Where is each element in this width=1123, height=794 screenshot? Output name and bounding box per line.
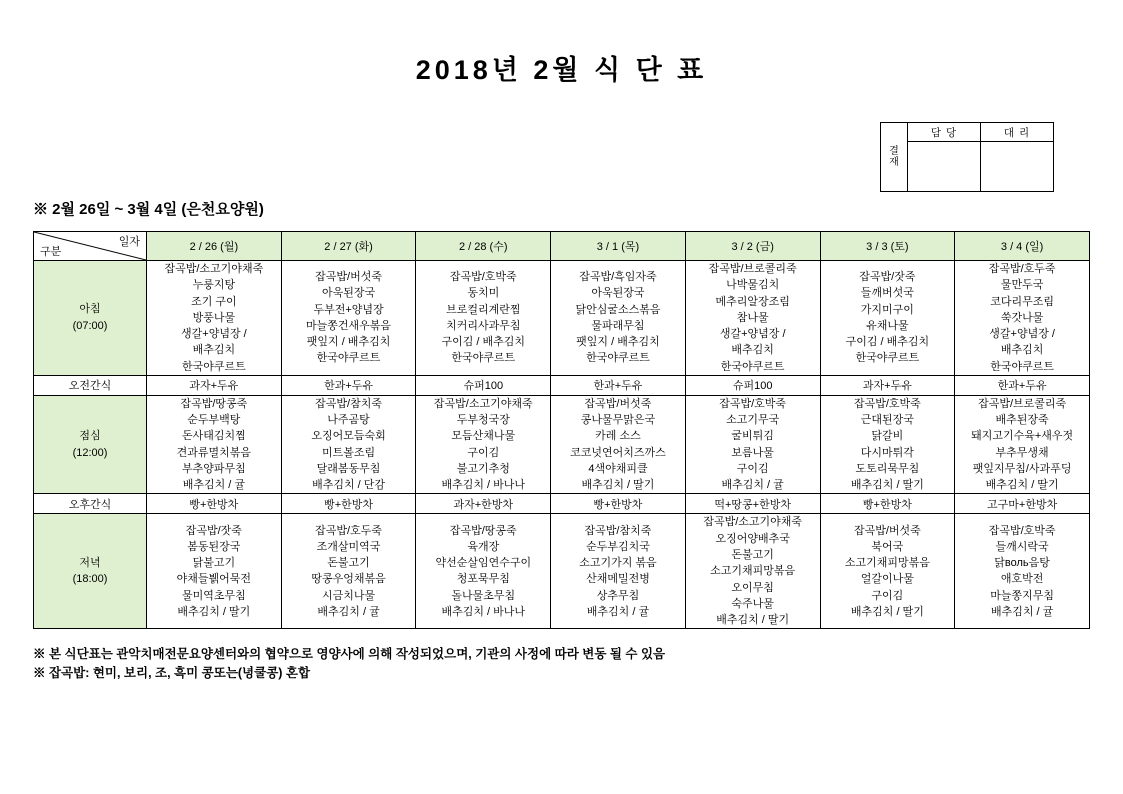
dish-item: 잡곡밥/흑임자죽 <box>579 271 657 284</box>
dish-item: 잡곡밥/땅콩죽 <box>180 397 248 410</box>
snack-cell: 빵+한방차 <box>147 494 282 514</box>
table-row-dinner <box>34 514 1090 629</box>
dish-item: 굴비튀김 <box>731 430 774 443</box>
dish-item: 생갈+양념장 / <box>719 328 786 341</box>
menu-cell <box>820 261 955 376</box>
menu-cell <box>955 514 1090 629</box>
menu-cell <box>281 514 416 629</box>
dish-item: 한국야쿠르트 <box>720 360 785 373</box>
dish-item: 배추김치 / 귤 <box>586 605 650 618</box>
date-header-cell: 3 / 1 (목) <box>551 232 686 261</box>
date-header-cell: 3 / 3 (토) <box>820 232 955 261</box>
dish-item: 참나물 <box>736 311 769 324</box>
dish-item: 한국야쿠르트 <box>181 360 246 373</box>
dish-item: 두부청국장 <box>456 414 510 427</box>
dish-item: 애호박전 <box>1000 573 1044 586</box>
date-header-cell: 2 / 26 (월) <box>147 232 282 261</box>
approval-column-header: 담 당 <box>908 123 980 142</box>
dish-item: 동치미 <box>467 287 500 300</box>
dish-item: 쑥갓나물 <box>1000 311 1044 324</box>
dish-item: 배추김치 / 딸기 <box>850 479 924 492</box>
dish-item: 잡곡밥/버섯죽 <box>584 397 652 410</box>
snack-cell: 빵+한방차 <box>820 494 955 514</box>
menu-table-body <box>34 261 1090 629</box>
dish-item: 카레 소스 <box>595 430 641 443</box>
page-title: 2018년 2월 식 단 표 <box>415 55 708 85</box>
dish-item: 보름나물 <box>731 446 774 459</box>
date-header-cell: 2 / 28 (수) <box>416 232 551 261</box>
menu-cell <box>147 514 282 629</box>
dish-item: 가지미구이 <box>860 303 914 316</box>
dish-item: 부추무생채 <box>995 446 1049 459</box>
table-row-afternoon-snack <box>34 494 1090 514</box>
table-row-morning-snack <box>34 375 1090 395</box>
dish-item: 소고기채피망볶음 <box>710 565 796 578</box>
dish-item: 들깨버섯국 <box>860 287 914 300</box>
dish-item: 조개살미역국 <box>316 540 381 553</box>
dish-item: 배추김치 / 딸기 <box>581 479 655 492</box>
dish-item: 잡곡밥/잣죽 <box>185 524 242 537</box>
dish-item: 배추김치 <box>192 344 236 357</box>
dish-item: 한국야쿠르트 <box>316 352 381 365</box>
dish-item: 치커리사과무침 <box>446 319 521 332</box>
menu-cell <box>685 395 820 494</box>
menu-cell <box>955 395 1090 494</box>
snack-cell: 과자+두유 <box>820 375 955 395</box>
dish-item: 배추김치 / 딸기 <box>850 605 924 618</box>
approval-column-manager <box>908 123 980 191</box>
meal-name: 저녁 <box>79 556 101 569</box>
dish-item: 물미역초무침 <box>181 589 246 602</box>
dish-item: 배추김치 <box>1000 344 1044 357</box>
snack-cell: 고구마+한방차 <box>955 494 1090 514</box>
dish-item: 팻잎지 / 배추김치 <box>576 336 660 349</box>
dish-item: 잡곡밥/호두죽 <box>315 524 382 537</box>
menu-cell <box>147 395 282 494</box>
dish-item: 오징어모듬숙회 <box>311 430 386 443</box>
dish-item: 조기 구이 <box>191 295 237 308</box>
snack-cell: 한과+두유 <box>281 375 416 395</box>
dish-item: 누룽지탕 <box>192 279 236 292</box>
dish-item: 소고기무국 <box>726 414 780 427</box>
dish-item: 유채나물 <box>866 319 909 332</box>
dish-item: 약선순살임연수구이 <box>435 557 532 570</box>
snack-cell: 떡+땅콩+한방차 <box>685 494 820 514</box>
menu-cell <box>820 395 955 494</box>
dish-item: 닭воль음탕 <box>994 557 1050 570</box>
menu-cell <box>281 261 416 376</box>
dish-item: 배추김치 / 귤 <box>990 605 1054 618</box>
dish-item: 숙주나물 <box>731 597 774 610</box>
corner-date-label: 일자 <box>118 236 140 248</box>
dish-item: 한국야쿠르트 <box>855 352 920 365</box>
dish-item: 잡곡밥/잣죽 <box>859 271 916 284</box>
dish-item: 방풍나물 <box>192 311 236 324</box>
dish-item: 코다리무조림 <box>990 295 1054 308</box>
table-corner-cell <box>34 232 147 261</box>
dish-item: 4색야채피클 <box>588 462 648 475</box>
dish-item: 오징어양배추국 <box>715 532 790 545</box>
snack-cell: 과자+두유 <box>147 375 282 395</box>
menu-cell <box>685 514 820 629</box>
dish-item: 잡곡밥/브로콜리죽 <box>978 397 1067 410</box>
meal-time: (18:00) <box>72 573 108 586</box>
footnote-line: ※ 본 식단표는 관악치매전문요양센터와의 협약으로 영양사에 의해 작성되었으며, 기관의 사정에 따라 변동 될 수 있음 <box>33 647 666 661</box>
dish-item: 잡곡밥/버섯죽 <box>315 271 382 284</box>
dish-item: 잡곡밥/브로콜리죽 <box>708 263 797 275</box>
dish-item: 소고기채피망볶음 <box>844 557 930 570</box>
dish-item: 달래봄동무침 <box>316 462 381 475</box>
dish-item: 돈불고기 <box>327 557 370 570</box>
dish-item: 돼지고기수육+새우젓 <box>971 430 1074 443</box>
snack-cell: 한과+두유 <box>551 375 686 395</box>
snack-cell: 한과+두유 <box>955 375 1090 395</box>
dish-item: 불고기추청 <box>456 462 510 475</box>
dish-item: 닭갈비 <box>871 430 904 443</box>
dish-item: 배추된장죽 <box>995 414 1049 427</box>
dish-item: 순두부김치국 <box>586 540 650 553</box>
dish-item: 돈불고기 <box>731 548 774 561</box>
row-label-morning-snack: 오전간식 <box>34 375 147 395</box>
snack-cell: 빵+한방차 <box>281 494 416 514</box>
meal-time: (12:00) <box>72 446 108 459</box>
dish-item: 북어국 <box>871 540 904 553</box>
snack-cell: 빵+한방차 <box>551 494 686 514</box>
dish-item: 배추김치 / 바나나 <box>441 479 526 492</box>
dish-item: 나박물김치 <box>726 279 780 292</box>
approval-signature-area <box>981 142 1053 191</box>
dish-item: 구이김 <box>467 446 500 459</box>
dish-item: 구이김 <box>871 589 904 602</box>
dish-item: 배추김치 / 딸기 <box>985 479 1059 492</box>
dish-item: 물만두국 <box>1000 279 1044 292</box>
dish-item: 육개장 <box>467 540 500 553</box>
snack-cell: 과자+한방차 <box>416 494 551 514</box>
dish-item: 얼갈이나물 <box>860 573 914 586</box>
dish-item: 배추김치 / 단감 <box>312 479 386 492</box>
dish-item: 배추김치 / 딸기 <box>716 614 790 627</box>
meal-time: (07:00) <box>72 319 108 332</box>
approval-column-deputy <box>980 123 1053 191</box>
snack-cell: 슈퍼100 <box>416 375 551 395</box>
approval-column-header: 대 리 <box>981 123 1053 142</box>
approval-label: 결 재 <box>881 123 908 191</box>
row-label-dinner <box>34 514 147 629</box>
footnote-line: ※ 잡곡밥: 현미, 보리, 조, 흑미 콩또는(녕쿨콩) 혼합 <box>33 666 311 681</box>
dish-item: 잡곡밥/호두죽 <box>988 263 1056 275</box>
menu-cell <box>551 395 686 494</box>
dish-item: 배추김치 / 바나나 <box>441 605 526 618</box>
row-label-breakfast <box>34 261 147 376</box>
dish-item: 도토리묵무침 <box>855 462 920 475</box>
dish-item: 미트볼조림 <box>321 446 376 459</box>
dish-item: 잡곡밥/땅콩죽 <box>449 524 517 537</box>
dish-item: 잡곡밥/버섯죽 <box>853 524 921 537</box>
dish-item: 잡곡밥/참치죽 <box>315 397 382 410</box>
dish-item: 메추리알장조림 <box>715 295 790 308</box>
date-header-cell: 2 / 27 (화) <box>281 232 416 261</box>
dish-item: 배추김치 / 귤 <box>721 479 784 492</box>
dish-item: 잡곡밥/소고기야채죽 <box>433 397 533 410</box>
dish-item: 구이김 <box>736 462 769 475</box>
dish-item: 야채들뷁어묵전 <box>176 573 252 586</box>
dish-item: 근대된장국 <box>860 414 914 427</box>
approval-columns <box>908 123 1053 191</box>
dish-item: 두부전+양념장 <box>313 303 384 316</box>
dish-item: 한국야쿠르트 <box>451 352 516 365</box>
dish-item: 구이김 / 배추김치 <box>441 336 526 349</box>
table-header-row <box>34 232 1090 261</box>
date-header-cell: 3 / 2 (금) <box>685 232 820 261</box>
dish-item: 콩나물무맑은국 <box>580 414 656 427</box>
dish-item: 브로컬리계란찜 <box>446 303 521 316</box>
dish-item: 구이김 / 배추김치 <box>845 336 930 349</box>
dish-item: 돌나물초무침 <box>451 589 516 602</box>
dish-item: 땅콩우엉채볶음 <box>311 573 386 586</box>
dish-item: 잡곡밥/호박죽 <box>988 524 1056 537</box>
menu-cell <box>416 514 551 629</box>
dish-item: 상추무침 <box>596 589 640 602</box>
dish-item: 마늘쫑건새우볶음 <box>306 319 392 332</box>
dish-item: 생갈+양념장 / <box>989 328 1055 341</box>
dish-item: 배추김치 / 귤 <box>317 605 380 618</box>
dish-item: 돈사태김치찜 <box>181 430 246 443</box>
approval-signature-area <box>908 142 980 191</box>
weekly-menu-table <box>33 231 1090 629</box>
dish-item: 나주곰탕 <box>327 414 370 427</box>
dish-item: 닭불고기 <box>192 557 236 570</box>
dish-item: 생갈+양념장 / <box>181 328 247 341</box>
table-row-lunch <box>34 395 1090 494</box>
dish-item: 팻잎지무침/사과푸딩 <box>972 462 1072 475</box>
menu-cell <box>551 514 686 629</box>
dish-item: 아욱된장국 <box>321 287 376 300</box>
menu-cell <box>955 261 1090 376</box>
meal-name: 아침 <box>79 303 101 316</box>
menu-cell <box>416 261 551 376</box>
dish-item: 물파래무침 <box>591 319 645 332</box>
table-row-breakfast <box>34 261 1090 376</box>
dish-item: 시금치나물 <box>321 589 376 602</box>
dish-item: 잡곡밥/호박죽 <box>449 271 517 284</box>
dish-item: 청포묵무침 <box>456 573 510 586</box>
dish-item: 견과류멸치볶음 <box>176 446 252 459</box>
dish-item: 잡곡밥/소고기야채죽 <box>164 263 264 275</box>
menu-cell <box>551 261 686 376</box>
dish-item: 한국야쿠르트 <box>990 360 1054 373</box>
dish-item: 마늘쫑지무침 <box>990 589 1054 602</box>
dish-item: 배추김치 <box>731 344 774 357</box>
dish-item: 산채메밀전병 <box>586 573 650 586</box>
dish-item: 배추김치 / 딸기 <box>177 605 251 618</box>
row-label-afternoon-snack: 오후간식 <box>34 494 147 514</box>
dish-item: 닭안심굴소스볶음 <box>575 303 661 316</box>
footnotes <box>33 645 665 684</box>
dish-item: 잡곡밥/호박죽 <box>719 397 787 410</box>
dish-item: 다시마튀각 <box>860 446 914 459</box>
dish-item: 잡곡밥/참치죽 <box>584 524 652 537</box>
dish-item: 한국야쿠르트 <box>586 352 650 365</box>
row-label-lunch <box>34 395 147 494</box>
dish-item: 부추양파무침 <box>181 462 246 475</box>
menu-cell <box>685 261 820 376</box>
dish-item: 들깨시락국 <box>995 540 1049 553</box>
snack-cell: 슈퍼100 <box>685 375 820 395</box>
date-range-subtitle: ※ 2월 26일 ~ 3월 4일 (은천요양원) <box>33 201 264 218</box>
menu-cell <box>281 395 416 494</box>
dish-item: 소고기가지 볶음 <box>579 557 657 570</box>
corner-type-label: 구분 <box>40 246 62 258</box>
menu-cell <box>147 261 282 376</box>
dish-item: 배추김치 / 귤 <box>182 479 245 492</box>
dish-item: 코코넛연어치즈까스 <box>570 446 666 459</box>
menu-cell <box>820 514 955 629</box>
dish-item: 팻잎지 / 배추김치 <box>306 336 391 349</box>
meal-name: 점심 <box>79 430 101 443</box>
menu-cell <box>416 395 551 494</box>
dish-item: 잡곡밥/호박죽 <box>853 397 921 410</box>
dish-item: 순두부백탕 <box>187 414 241 427</box>
dish-item: 오이무침 <box>731 581 774 594</box>
dish-item: 아욱된장국 <box>591 287 645 300</box>
date-header-cell: 3 / 4 (일) <box>955 232 1090 261</box>
dish-item: 모듬산채나물 <box>451 430 516 443</box>
dish-item: 봄동된장국 <box>187 540 241 553</box>
approval-stamp-box <box>880 122 1054 192</box>
dish-item: 잡곡밥/소고기야채죽 <box>703 516 803 529</box>
